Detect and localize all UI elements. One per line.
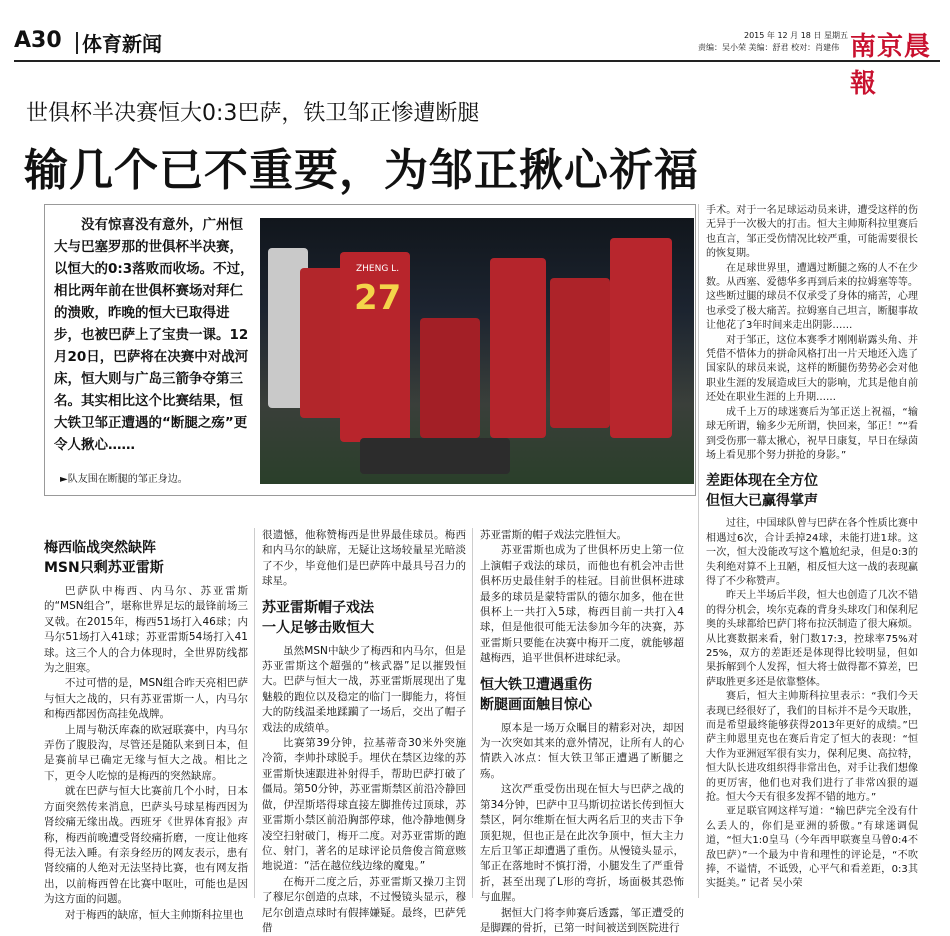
section-heading: 梅西临战突然缺阵 [44,540,156,556]
paragraph: 手术。对于一名足球运动员来讲，遭受这样的伤无异于一次极大的打击。恒大主帅斯科拉里赛后也直言，邹正受伤情况比较严重，可能需要很长的恢复期。 [706,205,918,260]
page-number: A30 [14,28,62,53]
photo-player-silhouette [550,278,610,428]
section-heading: 但恒大已赢得掌声 [706,493,818,510]
paragraph: 很遗憾，他称赞梅西是世界最佳球员。梅西和内马尔的缺席，无疑让这场较量星光暗淡了不少，毕竟他们是巴萨阵中最具号召力的球星。 [262,529,466,588]
paragraph: 过往，中国球队曾与巴萨在各个性质比赛中相遇过6次，合计丢掉24球，未能打进1球。这一次，恒大没能改写这个尴尬纪录，但是0:3的失利绝对算不上丑陋，相反恒大这一战的表现赢得了不少称赞声。 [706,518,918,587]
section-heading: 一人足够击败恒大 [262,619,374,636]
section-heading: 断腿画面触目惊心 [480,696,592,713]
paragraph: 上周与勒沃库森的欧冠联赛中，内马尔弄伤了腹股沟，尽管还是随队来到日本，但是赛前早已确定无缘与恒大之战。相比之下，更令人吃惊的是梅西的突然缺席。 [44,723,248,782]
column-divider [472,528,473,898]
photo-player-silhouette [420,318,480,438]
photo-caption: ►队友围在断腿的邹正身边。 [60,474,188,485]
editor-credits: 责编：吴小荣 美编：舒君 校对：肖建伟 [698,43,840,52]
paragraph: 在足球世界里，遭遇过断腿之殇的人不在少数。从西塞、爱德华多再到后来的拉姆塞等等。这些断过腿的球员不仅承受了身体的痛苦，心理也承受了极大痛苦。拉姆塞自己坦言，断腿事故让他花了3年时间来走出阴影…… [706,262,918,332]
article-column-4 [706,204,918,892]
photo-player-silhouette [610,238,672,438]
article-column-3 [480,528,684,936]
jersey-name: ZHENG L. [356,264,400,274]
article-column-1 [44,538,248,923]
section-heading: 差距体现在全方位 [706,473,818,490]
photo-injured-player [360,438,510,474]
section-heading: 恒大铁卫遭遇重伤 [480,676,592,693]
section-heading: 苏亚雷斯帽子戏法 [262,599,374,616]
paragraph: 就在巴萨与恒大比赛前几个小时，日本方面突然传来消息，巴萨头号球星梅西因为肾绞痛无缘出战。西班牙《世界体育报》声称，梅西前晚遭受肾绞痛折磨，一度让他疼得无法入睡。有亲身经历的网友表示，患有肾绞痛的人绝对无法坚持比赛，也有网友指出，以前梅西曾在比赛中呕吐，可能也是因为这方面的问题。 [44,785,248,906]
column-divider [698,204,699,898]
paragraph: 昨天上半场后半段，恒大也创造了几次不错的得分机会，埃尔克森的背身头球攻门和保利尼奥的头球都给巴萨门将布拉沃制造了很大麻烦。从比赛数据来看，射门数17:3，控球率75%对25%，双方的差距还是体现得比较明显，但如果拆解到个人发挥，恒大将士做得都不算差，巴萨取胜更多还是依靠整体。 [706,590,918,688]
paragraph: 对于邹正，这位本赛季才刚刚崭露头角、并凭借不惜体力的拼命风格打出一片天地还入选了国家队的球员来说，这样的断腿伤势势必会对他职业生涯的发展造成巨大的影响，尤其是他自前还处在职业生涯的上升期…… [706,334,918,404]
match-photo [260,218,694,484]
section-heading: MSN只剩苏亚雷斯 [44,560,164,576]
paragraph: 赛后，恒大主帅斯科拉里表示：“我们今天表现已经很好了，我们的目标并不是今天取胜，而是希望最终能够获得2013年更好的成绩。”巴萨主帅恩里克也在赛后肯定了恒大的表现：“恒大作为亚洲冠军很有实力，保利尼奥、高拉特，恒大队长进攻组织得非常出色，对手让我们想像的更厉害，他们也对我们进行了非常凶狠的逼抢。恒大今天有很多发挥不错的地方。” [706,691,918,804]
paragraph: 亚足联官网这样写道：“输巴萨完全没有什么丢人的，你们是亚洲的骄傲。”有球迷调侃道，“恒大1:0皇马（今年西甲联赛皇马曾0:4不敌巴萨）”一个最为中肯和理性的评论是，“不吹捧，不谥情，不诋毁，心平气和看差距，0:3其实挺美。” 记者 吴小荣 [706,806,918,890]
photo-player-silhouette [490,258,546,438]
section-title: 体育新闻 [82,32,162,56]
paragraph: 据恒大门将李帅赛后透露，邹正遭受的是脚踝的骨折，已第一时间被送到医院进行 [480,906,684,934]
paragraph: 这次严重受伤出现在恒大与巴萨之战的第34分钟，巴萨中卫马斯切拉诺长传到恒大禁区，阿尔维斯在恒大两名后卫的夹击下争顶犯规，但也正是在此次争顶中，恒大主力左后卫邹正却遭遇了重伤。从慢镜头显示，邹正在落地时不慎打滑，小腿发生了严重骨折，甚至出现了L形的弯折，场面极其恐怖与血腥。 [480,783,684,904]
publish-date: 2015 年 12 月 18 日 星期五 [744,31,848,40]
paragraph: 比赛第39分钟，拉基蒂奇30米外突施冷箭，李帅扑球脱手。埋伏在禁区边缘的苏亚雷斯快速跟进补射得手，帮助巴萨打破了僵局。第50分钟，苏亚雷斯禁区前沿冷静回做，伊涅斯塔得球直接左脚推传过顶球，苏亚雷斯小禁区前沿胸部停球，他冷静地侧身凌空扫射破门，梅开二度。对苏亚雷斯的跑位、射门，著名的足球评论员詹俊言简意赅地说道：“活在越位线边缘的魔鬼。” [262,737,466,873]
paragraph: 原本是一场万众瞩目的精彩对决，却因为一次突如其来的意外情况，让所有人的心情跌入冰点：恒大铁卫邹正遭遇了断腿之殇。 [480,721,684,780]
paragraph: 成千上万的球迷赛后为邹正送上祝福，“输球无所谓，输多少无所谓，快回来，邹正！”“看到受伤那一幕太揪心，祝早日康复，早日在绿茵场上看见那个努力拼抢的身影。” [706,406,918,461]
headline: 输几个已不重要，为邹正揪心祈福 [24,145,699,196]
paragraph: 对于梅西的缺席，恒大主帅斯科拉里也 [65,908,244,921]
page-header [14,24,940,99]
paragraph: 苏亚雷斯也成为了世俱杯历史上第一位上演帽子戏法的球员，而他也有机会冲击世俱杯历史最佳射手的桂冠。目前世俱杯进球最多的球员是蒙特雷队的德尔加多，他在世俱杯上一共打入5球，梅西目前一共打入4球，但是他很可能无法参加今年的决赛，苏亚雷斯只要能在决赛中梅开二度，就能够超越梅西，追平世俱杯进球纪录。 [480,544,684,665]
paragraph: 在梅开二度之后，苏亚雷斯又操刀主罚了穆尼尔创造的点球，不过慢镜头显示，穆尼尔创造点球时有假摔嫌疑。最终，巴萨凭借 [262,875,466,934]
photo-player-main [340,252,410,442]
paragraph: 巴萨队中梅西、内马尔、苏亚雷斯的“MSN组合”，堪称世界足坛的最锋前场三叉戟。在2015年，梅西51场打入46球；内马尔51场打入41球；苏亚雷斯54场打入41球。这三个人的合力体现时，全世界防线都为之胆寒。 [44,585,248,675]
newspaper-logo: 南京晨報 [850,32,932,99]
lead-paragraph: 没有惊喜没有意外，广州恒大与巴塞罗那的世俱杯半决赛，以恒大的0:3落败而收场。不过，相比两年前在世俱杯赛场对拜仁的溃败，昨晚的恒大已取得进步，也被巴萨上了宝贵一课。12月20日，巴萨将在决赛中对战河床，恒大则与广岛三箭争夺第三名。其实相比这个比赛结果，恒大铁卫邹正遭遇的“断腿之殇”更令人揪心…… [54,217,254,453]
paragraph: 苏亚雷斯的帽子戏法完胜恒大。 [480,529,627,541]
column-divider [254,528,255,898]
jersey-number: 27 [354,278,402,318]
subheadline: 世俱杯半决赛恒大0:3巴萨，铁卫邹正惨遭断腿 [26,101,480,126]
paragraph: 虽然MSN中缺少了梅西和内马尔，但是苏亚雷斯这个超强的“核武器”足以摧毁恒大。巴萨与恒大一战，苏亚雷斯展现出了鬼魅般的跑位以及稳定的临门一脚能力，将恒大的防线温柔地蹂躏了一场后，交出了帽子戏法的成绩单。 [262,644,466,734]
header-divider [76,32,78,54]
paragraph: 不过可惜的是，MSN组合昨天亮相巴萨与恒大之战的，只有苏亚雷斯一人，内马尔和梅西都因伤高挂免战牌。 [44,677,248,721]
article-column-2 [262,528,466,936]
